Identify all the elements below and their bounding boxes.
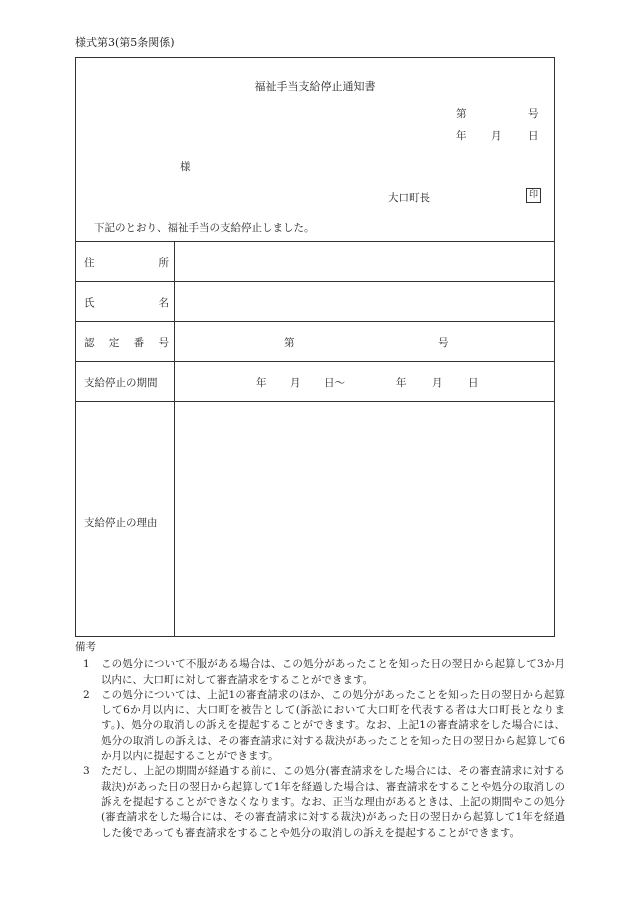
remark-text: この処分について不服がある場合は、この処分があったことを知った日の翌日から起算して3か月以内に、大口町に対して審査請求をすることができます。 xyxy=(101,658,565,686)
date-year: 年 xyxy=(456,130,467,142)
cert-label-char4: 号 xyxy=(158,337,169,349)
period-start-day: 日～ xyxy=(324,377,345,389)
remarks-heading: 備考 xyxy=(75,641,96,653)
reason-label: 支給停止の理由 xyxy=(84,517,158,529)
intro-text: 下記のとおり、福祉手当の支給停止しました。 xyxy=(94,222,315,234)
document-title: 福祉手当支給停止通知書 xyxy=(254,80,376,93)
number-suffix: 号 xyxy=(528,108,539,120)
remarks-section xyxy=(75,640,565,841)
period-end-year: 年 xyxy=(396,377,407,389)
divider xyxy=(76,281,554,282)
cert-number-label xyxy=(84,335,169,350)
address-label-char1: 住 xyxy=(84,257,95,269)
name-label xyxy=(84,295,169,310)
remark-text: この処分については、上記1の審査請求のほか、この処分があったことを知った日の翌日から起算して6か月以内に、大口町を被告として(訴訟において大口町を代表する者は大口町長となります。)、処分の取消しの訴えを提起することができます。なお、上記1の審査請求をした場合には、処分の取消しの訴えは、その審査請求に対する裁決があったことを知った日の翌日から起算して6か月以内に提起することができます。 xyxy=(101,688,565,763)
address-label-char2: 所 xyxy=(158,257,169,269)
date-day: 日 xyxy=(528,130,539,142)
remark-number: 1 xyxy=(83,658,90,671)
period-label: 支給停止の期間 xyxy=(84,377,158,389)
divider xyxy=(76,321,554,322)
remark-item xyxy=(83,764,565,840)
cert-number-prefix: 第 xyxy=(284,337,295,349)
remark-item xyxy=(83,688,565,764)
number-prefix: 第 xyxy=(456,108,467,120)
remark-item xyxy=(83,657,565,688)
cert-number-suffix: 号 xyxy=(438,337,449,349)
address-label xyxy=(84,255,169,270)
issuer-name: 大口町長 xyxy=(388,192,430,204)
period-start-month: 月 xyxy=(290,377,301,389)
remark-number: 2 xyxy=(83,688,90,701)
period-start-year: 年 xyxy=(256,377,267,389)
cert-label-char2: 定 xyxy=(108,337,120,349)
cert-label-char3: 番 xyxy=(133,337,145,349)
name-label-char1: 氏 xyxy=(84,297,95,309)
name-label-char2: 名 xyxy=(158,297,169,309)
seal-mark: 印 xyxy=(526,188,541,203)
remark-number: 3 xyxy=(83,765,90,778)
divider xyxy=(76,361,554,362)
period-end-day: 日 xyxy=(468,377,479,389)
notice-form xyxy=(75,57,555,637)
date-month: 月 xyxy=(491,130,502,142)
column-divider xyxy=(174,241,175,637)
divider xyxy=(76,401,554,402)
cert-label-char1: 認 xyxy=(84,337,95,349)
period-end-month: 月 xyxy=(432,377,443,389)
addressee-suffix: 様 xyxy=(180,161,191,173)
divider xyxy=(76,241,554,242)
form-code: 様式第3(第5条関係) xyxy=(75,36,175,49)
remark-text: ただし、上記の期間が経過する前に、この処分(審査請求をした場合には、その審査請求に対する裁決)があった日の翌日から起算して1年を経過した場合は、審査請求をすることや処分の取消しの訴えを提起することができなくなります。なお、正当な理由があるときは、上記の期間やこの処分(審査請求をした場合には、その審査請求に対する裁決)があった日の翌日から起算して1年を経過した後であっても審査請求をすることや処分の取消しの訴えを提起することができます。 xyxy=(101,765,565,839)
